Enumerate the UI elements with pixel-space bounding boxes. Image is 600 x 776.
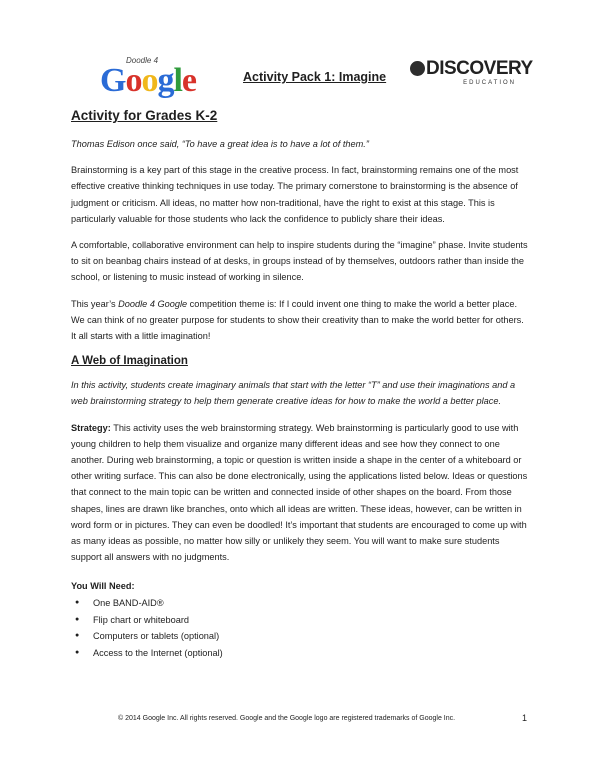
- theme-text-a: This year’s: [71, 298, 119, 309]
- copyright-footer: © 2014 Google Inc. All rights reserved. Google and the Google logo are registered trademarks of Google Inc.: [118, 715, 456, 722]
- logo-letter: e: [181, 62, 196, 99]
- materials-list: [71, 595, 531, 661]
- logo-google-word: [100, 62, 196, 100]
- discovery-word: DISCOVERY: [426, 58, 533, 79]
- paragraph-environment: A comfortable, collaborative environment can help to inspire students during the “imagine” phase. Invite students to sit on beanbag chairs instead of at desks, in groups instead of by themselves, outdoors rather than inside the school, or listening to music instead of working in silence.: [71, 240, 528, 283]
- list-item: ● Access to the Internet (optional): [89, 645, 531, 662]
- discovery-education-logo: [410, 58, 533, 95]
- list-item: ● Flip chart or whiteboard: [89, 612, 531, 629]
- theme-emphasis: Doodle 4 Google: [118, 298, 188, 309]
- activity-intro: In this activity, students create imaginary animals that start with the letter “T” and use their imaginations and a web brainstorming strategy to help them generate creative ideas for how to make the world a better place.: [71, 380, 516, 407]
- theme-text-b: competition theme is: If I could invent one thing to make the world a better place. We can think of no greater purpose for students to show their creativity than to make the world better for others. It all starts with a little imagination!: [71, 298, 524, 342]
- strategy-text: This activity uses the web brainstorming strategy. Web brainstorming is particularly good to use with young children to help them visualize and organize many different ideas and see how they connect to one another. During web brainstorming, a topic or question is written inside a shape in the center of a whiteboard or other writing surface. This can also be done electronically, using the applications listed below. Ideas or questions that connect to the main topic can be written and connected inside of other shapes on the board. From those shapes, lines are drawn like branches, onto which all ideas are written. These ideas, however, can be written in word form or in pictures. They can even be doodled! It’s important that students are encouraged to come up with as many ideas as possible, no matter how silly or unlikely they seem. You will want to make sure students support all answers with no judgments.: [71, 422, 528, 563]
- paragraph-strategy: [71, 420, 531, 566]
- section-heading-grades: Activity for Grades K-2: [71, 108, 218, 123]
- paragraph-brainstorming: Brainstorming is a key part of this stage in the creative process. In fact, brainstorming remains one of the most effective creative thinking techniques in use today. The primary cornerstone to brainstorming is the absence of judgment or criticism. All ideas, no matter how non-traditional, have the right to exist at this stage. This is particularly valuable for those students who lack the confidence to publicly share their ideas.: [71, 165, 519, 224]
- logo-letter: g: [157, 62, 174, 99]
- section-heading-web: A Web of Imagination: [71, 355, 188, 368]
- logo-letter: o: [141, 62, 158, 99]
- page-header: [0, 50, 600, 100]
- strategy-label: Strategy:: [71, 422, 111, 433]
- document-body: [71, 108, 531, 661]
- list-item: ● One BAND-AID®: [89, 595, 531, 612]
- document-title: Activity Pack 1: Imagine: [243, 70, 387, 84]
- page-number: 1: [522, 713, 528, 723]
- discovery-sub: EDUCATION: [463, 80, 516, 86]
- logo-letter: o: [125, 62, 142, 99]
- list-item: ● Computers or tablets (optional): [89, 628, 531, 645]
- doodle-4-google-logo: [100, 56, 205, 100]
- logo-doodle-text: Doodle 4: [126, 56, 159, 65]
- you-will-need-heading: You Will Need:: [71, 581, 135, 592]
- paragraph-theme: [71, 296, 531, 345]
- logo-letter: l: [173, 62, 182, 99]
- logo-letter: G: [100, 62, 126, 99]
- edison-quote: Thomas Edison once said, “To have a great idea is to have a lot of them.”: [71, 139, 369, 149]
- globe-icon: [410, 61, 425, 76]
